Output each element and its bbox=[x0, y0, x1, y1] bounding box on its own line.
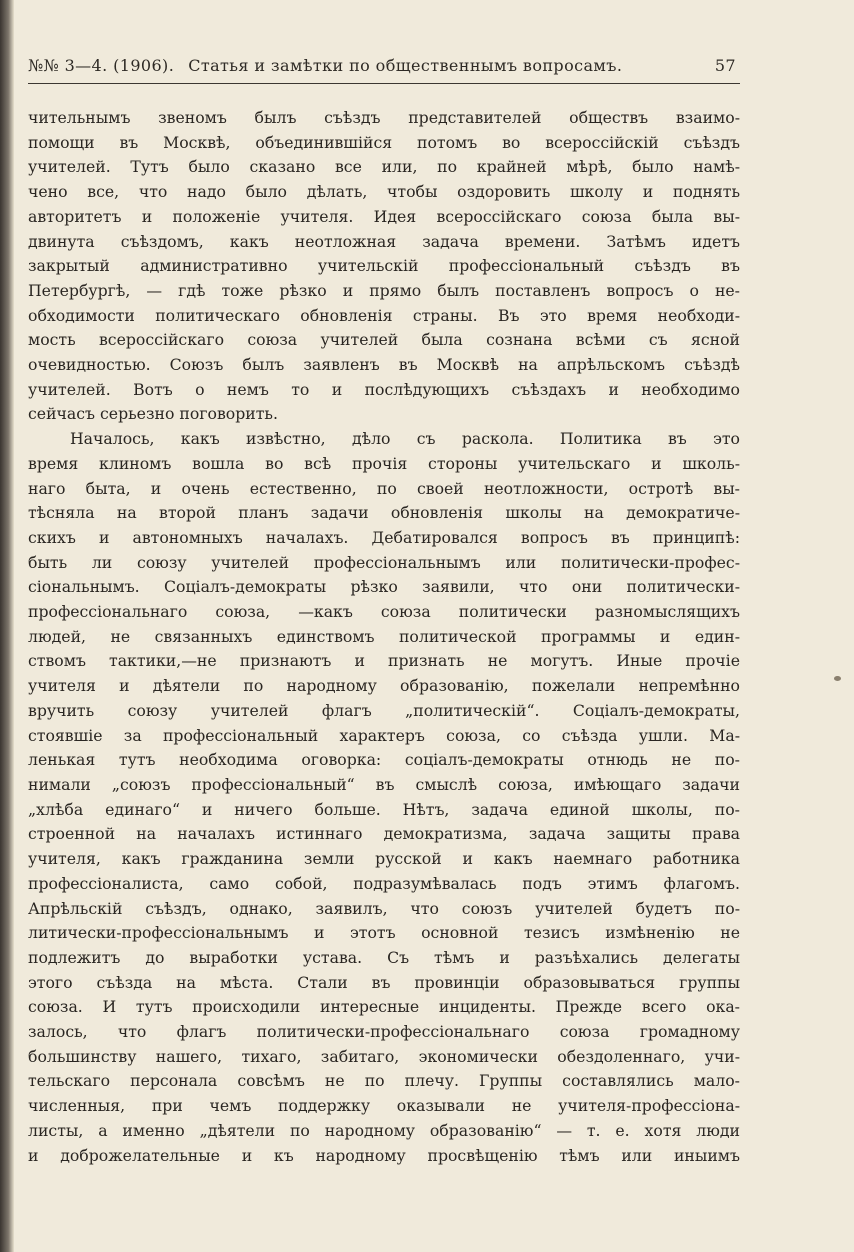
text-line: закрытый административно учительскій профессіональный съѣздъ въ bbox=[28, 256, 740, 276]
text-line: двинута съѣздомъ, какъ неотложная задача времени. Затѣмъ идетъ bbox=[28, 231, 740, 251]
text-line: нимали „союзъ профессіональный“ въ смыслѣ союза, имѣющаго задачи bbox=[28, 774, 740, 794]
ink-spot bbox=[834, 676, 841, 681]
text-line: Петербургѣ, — гдѣ тоже рѣзко и прямо былъ поставленъ вопросъ о не- bbox=[28, 280, 740, 300]
text-line: большинству нашего, тихаго, забитаго, экономически обездоленнаго, учи- bbox=[28, 1046, 740, 1066]
text-line: чено все, что надо было дѣлать, чтобы оздоровить школу и поднять bbox=[28, 182, 740, 202]
text-line: учителя и дѣятели по народному образованію, пожелали непремѣнно bbox=[28, 676, 740, 696]
text-line: профессіональнаго союза, —какъ союза политически разномыслящихъ bbox=[28, 602, 740, 622]
text-line: Апрѣльскій съѣздъ, однако, заявилъ, что союзъ учителей будетъ по- bbox=[28, 898, 740, 918]
text-line: „хлѣба единаго“ и ничего больше. Нѣтъ, задача единой школы, по- bbox=[28, 799, 740, 819]
text-line: стоявшіе за профессіональный характеръ союза, со съѣзда ушли. Ма- bbox=[28, 725, 740, 745]
text-line: сіональнымъ. Соціалъ-демократы рѣзко заявили, что они политически- bbox=[28, 577, 740, 597]
text-line: литически-профессіональнымъ и этотъ основной тезисъ измѣненію не bbox=[28, 923, 740, 943]
book-page bbox=[28, 56, 740, 1168]
text-line: залось, что флагъ политически-профессіональнаго союза громадному bbox=[28, 1022, 740, 1042]
text-line: подлежитъ до выработки устава. Съ тѣмъ и разъѣхались делегаты bbox=[28, 947, 740, 967]
text-line: вручить союзу учителей флагъ „политическій“. Соціалъ-демократы, bbox=[28, 700, 740, 720]
text-line: ствомъ тактики,—не признаютъ и признать не могутъ. Иные прочіе bbox=[28, 651, 740, 671]
section-title: Статья и замѣтки по общественнымъ вопросамъ. bbox=[188, 56, 623, 75]
text-line: мость всероссійскаго союза учителей была сознана всѣми съ ясной bbox=[28, 330, 740, 350]
text-line: помощи въ Москвѣ, объединившійся потомъ во всероссійскій съѣздъ bbox=[28, 132, 740, 152]
text-line: учителя, какъ гражданина земли русской и какъ наемнаго работника bbox=[28, 849, 740, 869]
text-line: чительнымъ звеномъ былъ съѣздъ представителей обществъ взаимо- bbox=[28, 108, 740, 127]
text-line: ленькая тутъ необходима оговорка: соціалъ-демократы отнюдь не по- bbox=[28, 750, 740, 770]
issue-number: №№ 3—4. (1906). bbox=[28, 56, 175, 75]
text-line: Началось, какъ извѣстно, дѣло съ раскола. Политика въ это bbox=[70, 429, 740, 449]
text-line: время клиномъ вошла во всѣ прочія стороны учительскаго и школь- bbox=[28, 453, 740, 473]
text-line: профессіоналиста, само собой, подразумѣвалась подъ этимъ флагомъ. bbox=[28, 873, 740, 893]
body-text bbox=[28, 106, 740, 1168]
page-number: 57 bbox=[714, 56, 736, 75]
page-spine-shadow bbox=[0, 0, 14, 1252]
text-line: быть ли союзу учителей профессіональнымъ или политически-профес- bbox=[28, 552, 740, 572]
text-line: и доброжелательные и къ народному просвѣщенію тѣмъ или иныимъ bbox=[28, 1145, 740, 1165]
text-line: листы, а именно „дѣятели по народному образованію“ — т. е. хотя люди bbox=[28, 1120, 740, 1140]
text-line: обходимости политическаго обновленія страны. Въ это время необходи- bbox=[28, 305, 740, 325]
text-line: учителей. Тутъ было сказано все или, по крайней мѣрѣ, было намѣ- bbox=[28, 157, 740, 177]
running-header bbox=[28, 56, 740, 84]
text-line: союза. И тутъ происходили интересные инциденты. Прежде всего ока- bbox=[28, 997, 740, 1017]
text-line: скихъ и автономныхъ началахъ. Дебатировался вопросъ въ принципѣ: bbox=[28, 527, 740, 547]
text-line: тельскаго персонала совсѣмъ не по плечу. Группы составлялись мало- bbox=[28, 1071, 740, 1091]
text-line: наго быта, и очень естественно, по своей неотложности, остротѣ вы- bbox=[28, 478, 740, 498]
text-line: тѣсняла на второй планъ задачи обновленія школы на демократиче- bbox=[28, 503, 740, 523]
text-line: сейчасъ серьезно поговорить. bbox=[28, 404, 278, 424]
text-line: очевидностью. Союзъ былъ заявленъ въ Москвѣ на апрѣльскомъ съѣздѣ bbox=[28, 355, 740, 375]
text-line: авторитетъ и положеніе учителя. Идея всероссійскаго союза была вы- bbox=[28, 206, 740, 226]
text-line: этого съѣзда на мѣста. Стали въ провинціи образовываться группы bbox=[28, 972, 740, 992]
text-line: людей, не связанныхъ единствомъ политической программы и един- bbox=[28, 626, 740, 646]
text-line: численныя, при чемъ поддержку оказывали не учителя-профессіона- bbox=[28, 1096, 740, 1116]
header-left bbox=[28, 56, 622, 75]
text-line: строенной на началахъ истиннаго демократизма, задача защиты права bbox=[28, 824, 740, 844]
text-line: учителей. Вотъ о немъ то и послѣдующихъ съѣздахъ и необходимо bbox=[28, 379, 740, 399]
